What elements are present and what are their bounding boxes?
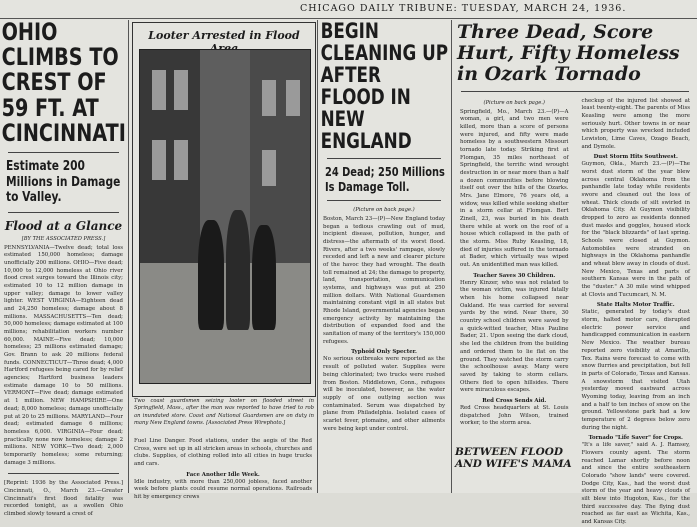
subhead-teacher: Teacher Saves 30 Children. (473, 272, 556, 279)
subhead-typhoid: Typhoid Only Specter. (351, 349, 417, 356)
article-body-typhoid: No serious outbreaks were reported as the result of polluted water. Supplies were being chlorinated; two trucks were rushed from Boston. Middletown, Conn., refugees will be inoculated, however, as the water supply of one outlying section was contaminated. Serum was dispatched by plane from Philadelphia. Isolated cases of scarlet fever, ptomaine, and other ailments were being kept under control. (323, 356, 445, 432)
article-body-life-saver: "It's a life saver," said A. J. Ramsey, Flowers county agent. The storm reached Lamar shortly before noon and since the entire southeastern Colorado "show lands" were covered. Dodge City, Kas., had the worst dust storm of the year and heavy clouds of silt blew into Hugoton, Kas., for the third successive day. The flying dust reached as far east as Wichita, Kas., and Kansas City. (581, 442, 690, 525)
photo-caption: Two coast guardsmen seizing looter on flooded street in Springfield, Mass., after the man was reported to have tried to rob an inundated store. Coast and National Guardsmen are on duty in many New England towns. [Associated Press Wirephoto.] (134, 398, 314, 426)
divider (327, 200, 441, 201)
article-body-red-cross: Red Cross headquarters at St. Louis dispatched John Wilson, trained worker, to the storm area. (460, 404, 569, 427)
headline-wifes-mama: BETWEEN FLOOD AND WIFE'S MAMA (455, 446, 572, 471)
article-body-food: Fuel Line Danger. Food stations, under the aegis of the Red Cross, were set up in all stricken areas in schools, churches and clubs. Supplies, of clothing rolled into all cities in huge trucks and cars. (134, 438, 312, 468)
article-body-teacher: Henry Kinzer, who was not related to the woman victim, was injured fatally when his home collapsed near Oakland. He was carried for several yards by the wind. Near there, 30 country school children were saved by a quick-witted teacher, Miss Pauline Bader, 21. Upon seeing the dark cloud, she led the children from the building and ordered them to lie flat on the ground. They watched the storm carry the schoolhouse away. Many were saved by taking to storm cellars. Others fled to open hillsides. There were miraculous escapes. (460, 279, 569, 394)
divider (461, 91, 689, 92)
column-ohio-flood (0, 18, 127, 517)
column-tornado (453, 20, 697, 525)
column-rule (317, 20, 318, 493)
divider (8, 473, 119, 474)
masthead-text: CHICAGO DAILY TRIBUNE: TUESDAY, MARCH 24, 1936. (300, 3, 627, 14)
photo-box (132, 22, 316, 397)
divider (8, 212, 119, 213)
photo-credit: [Associated Press Wirephoto.] (206, 419, 286, 426)
article-body-boston: Boston, March 23—(P)—New England today began a tedious crawling out of mud, incipient disease, pollution, hunger, and distress—the aftermath of its worst flood. Rivers, after a two weeks' rampage, slowly receded and left a new and clearer picture of the havoc they had wrought. The death toll remained at 24; the damage to property, land, transportation, communication systems, and highways was put at 250 million dollars. With National Guardsmen maintaining constant vigil in all states but Rhode Island, governmental agencies began emergency activity by maintaining the distribution of expanded food and the sanitation of many of the territory's 150,000 refugees. (323, 216, 445, 345)
looter-photo (139, 49, 311, 384)
article-body-static: Static, generated by today's dust storm, halted motor cars, disrupted electric power service and handicapped communication in eastern New Mexico. The weather bureau reported zero visibility at Amarillo, Tex. Rains were forecast to come with snow flurries and precipitation, but fell in parts of Colorado, Texas and Kansas. A snowstorm that visited Utah yesterday moved eastward across Wyoming today, leaving from an inch and a half to ten inches of snow on the ground. Yellowstone park had a low temperature of 2 degrees below zero during the night. (581, 309, 690, 431)
tornado-right-column (578, 98, 695, 527)
deck-new-england: 24 Dead; 250 Millions Is Damage Toll. (325, 165, 445, 194)
deck-ohio: Estimate 200 Millions in Damage to Valley. (6, 158, 121, 206)
article-body-checkup: checkup of the injured list showed at least twenty-eight. The parents of Miss Keasling were among the more seriously hurt. Other towns in or near which property was wrecked included Lewiston, Lime Caves, Ozago Beach, and Dymole. (581, 97, 690, 150)
column-rule (128, 20, 129, 493)
subhead-dust-storm: Dust Storm Hits Southwest. (593, 154, 678, 161)
divider (327, 158, 441, 159)
masthead (0, 0, 697, 19)
article-body-idle: Idle industry, with more than 250,000 jobless, faced another week before plants could resume normal operations. Railroads hit by emergency crews (134, 478, 312, 501)
picture-note: (Picture on back page.) (483, 99, 545, 106)
column2-lower-text (130, 438, 316, 502)
column-photo (130, 20, 316, 501)
article-body-glance: PENNSYLVANIA—Twelve dead; total loss estimated 150,000 homeless; damage unofficially 200 millions. OHIO—Five dead; 10,000 to 12,000 homeless at Ohio river flood crest surges toward the Illinois city; estimated 10 to 12 million damage in upper valley; damage to lower valley lighter. WEST VIRGINIA—Eighteen dead and 24,250 homeless; damage about 8 millions. MASSACHUSETTS—Ten dead; 50,000 homeless; damage estimated at 100 millions; rehabilitation workers number 60,000. MAINE—Five dead; 10,000 homeless; 25 millions estimated damage; Gov. Brann to ask 20 millions federal funds. CONNECTICUT—Three dead; 4,000 Hartford refugees being cared for by relief agencies; Hartford business leaders estimate damage 10 to 50 millions. VERMONT—Five dead; damage estimated at 1 million. NEW HAMPSHIRE—One dead; 8,000 homeless; damage unofficially put at 20 to 25 millions. MARYLAND—Four dead; estimated damage 6 millions; homeless 6,000. VIRGINIA—Four dead; practically none now homeless; damage 2 millions. NEW YORK—Two dead; 2,000 temporarily homeless; some returning; damage 3 millions. (4, 244, 123, 466)
column-new-england (319, 20, 449, 493)
column-rule (451, 20, 452, 493)
divider (8, 152, 119, 153)
subhead-red-cross: Red Cross Sends Aid. (482, 397, 547, 404)
headline-new-england: BEGIN CLEANING UP AFTER FLOOD IN NEW ENGLAND (320, 19, 449, 154)
subhead-flood-glance: Flood at a Glance (4, 218, 123, 233)
headline-ohio: OHIO CLIMBS TO CREST OF 59 FT. AT CINCINNATI (1, 18, 126, 147)
subhead-static: State Halts Motor Traffic. (596, 302, 675, 309)
credit-line: [BY THE ASSOCIATED PRESS.] (21, 235, 106, 242)
photo-title: Looter Arrested in Flood (148, 29, 300, 42)
picture-note: (Picture on back page.) (353, 207, 415, 214)
article-body-springfield: Springfield, Mo., March 23.—(P)—A woman, a girl, and two men were killed, more than a score of persons were injured, and fifty were made homeless by a southwestern Missouri tornado late today. Striking first at Flomgan, 35 miles northeast of Springfield, the terrific wind wrought destruction in or near more than a half a dozen communities before blowing itself out over the hills of the Ozarks. Mrs. Jane Elmore, 76 years old, a widow, was killed while seeking shelter in a storm cellar at Flomgan. Bert Zinell, 23, was buried in his death there while at work on the roof of a house which collapsed in the path of the storm. Miss Ruby Keasling, 18, died of injuries suffered in the tornado at Bader, which virtually was wiped out. An unidentified man was killed. (460, 108, 569, 269)
article-body-cincinnati: [Reprint: 1936 by the Associated Press.] Cincinnati, O., March 23.—Greater Cincinnati's first flood fatality was recorded tonight, as a swollen Ohio climbed slowly toward a crest of (4, 480, 123, 517)
subhead-idle-week: Face Another Idle Week. (186, 471, 260, 478)
article-body-dust: Guymon, Okla., March 23.—(P)—The worst dust storm of the year blew across central Oklahoma from the panhandle late today while residents swore and cleaned out the loss of wheat. Thick clouds of silt swirled in Oklahoma City. At Guymon visibility dropped to zero as residents donned dust masks and goggles, housed stock for the "black blizzards" of last spring. Schools were closed at Guymon. Automobiles were stranded on highways in the Oklahoma panhandle and wheat blew away in clouds of dust. New Mexico, Texas and parts of southern Kansas were in the path of the "duster." A 30 mile wind whipped at Clovis and Tucumcari, N. M. (581, 161, 690, 298)
headline-tornado: Three Dead, Score Hurt, Fifty Homeless in Ozark Tornado (457, 21, 680, 85)
subhead-life-saver: Tornado "Life Saver" for Crops. (588, 435, 683, 442)
